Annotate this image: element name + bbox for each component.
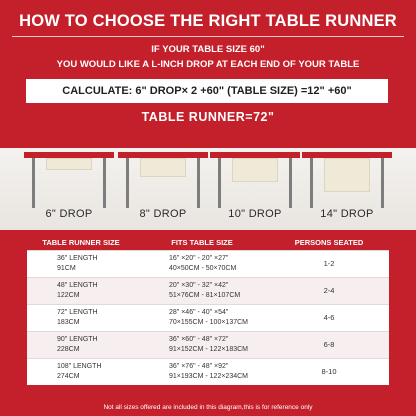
table-leg: [103, 158, 106, 208]
table-row: [27, 277, 389, 304]
table-leg: [32, 158, 35, 208]
fit-size-cm: 51×76CM - 81×107CM: [169, 292, 241, 299]
drop-diagram: [118, 152, 208, 228]
fit-size-cm: 91×152CM - 122×183CM: [169, 346, 248, 353]
persons-seated: 1-2: [323, 259, 335, 268]
runner-length-in: 90" LENGTH: [57, 336, 98, 343]
drop-diagram: [210, 152, 300, 228]
persons-seated: 8-10: [321, 367, 337, 376]
runner-length-cm: 274CM: [57, 373, 80, 380]
table-row: [27, 331, 389, 358]
table-leg: [310, 158, 313, 208]
runner-length-in: 72" LENGTH: [57, 309, 98, 316]
table-leg: [381, 158, 384, 208]
footnote: Not all sizes offered are included in this diagram,this is for reference only: [103, 404, 313, 411]
runner-drape: [46, 158, 92, 170]
runner-length-cm: 122CM: [57, 292, 80, 299]
runner-length-in: 108" LENGTH: [57, 363, 102, 370]
fit-size-in: 28" ×46" - 40" ×54": [169, 309, 229, 316]
fit-size-in: 16" ×20" - 20" ×27": [169, 255, 229, 262]
drop-label: 6" DROP: [45, 208, 93, 220]
calculation-text: CALCULATE: 6" DROP× 2 +60" (TABLE SIZE) =12" +60": [62, 85, 352, 97]
persons-seated: 4-6: [323, 313, 335, 322]
runner-drape: [232, 158, 278, 182]
fit-size-cm: 40×50CM - 50×70CM: [169, 265, 237, 272]
header-runner-size: TABLE RUNNER SIZE: [42, 237, 120, 247]
table-row: [27, 358, 389, 385]
header-panel: [0, 0, 416, 148]
drop-diagram: [24, 152, 114, 228]
persons-seated: 6-8: [323, 340, 335, 349]
persons-seated: 2-4: [323, 286, 335, 295]
header-persons: PERSONS SEATED: [294, 237, 364, 247]
fit-size-cm: 70×155CM - 100×137CM: [169, 319, 248, 326]
table-leg: [218, 158, 221, 208]
runner-length-in: 36" LENGTH: [57, 255, 98, 262]
drop-label: 8" DROP: [139, 208, 187, 220]
runner-length-cm: 228CM: [57, 346, 80, 353]
subtitle-line-2: YOU WOULD LIKE A L-INCH DROP AT EACH END OF YOUR TABLE: [56, 59, 360, 70]
runner-length-in: 48" LENGTH: [57, 282, 98, 289]
fit-size-in: 36" ×60" - 48" ×72": [169, 336, 229, 343]
title-divider: [12, 36, 404, 37]
runner-drape: [324, 158, 370, 192]
fit-size-in: 20" ×30" - 32" ×42": [169, 282, 229, 289]
fit-size-in: 36" ×76" - 48" ×92": [169, 363, 229, 370]
table-row: [27, 304, 389, 331]
subtitle-line-1: IF YOUR TABLE SIZE 60": [151, 44, 265, 55]
table-leg: [289, 158, 292, 208]
drop-diagram: [302, 152, 392, 228]
size-table: [27, 234, 389, 385]
runner-length-cm: 183CM: [57, 319, 80, 326]
table-leg: [126, 158, 129, 208]
calculation-box: [26, 79, 388, 103]
result-text: TABLE RUNNER=72": [141, 110, 275, 124]
page-title: HOW TO CHOOSE THE RIGHT TABLE RUNNER: [19, 12, 397, 30]
size-chart-panel: [0, 230, 416, 416]
table-row: [27, 250, 389, 277]
fit-size-cm: 91×193CM - 122×234CM: [169, 373, 248, 380]
drop-label: 10" DROP: [228, 208, 282, 220]
drop-diagrams: [0, 148, 416, 230]
runner-drape: [140, 158, 186, 177]
table-header: [27, 234, 389, 250]
drop-label: 14" DROP: [320, 208, 374, 220]
header-fits-table: FITS TABLE SIZE: [171, 237, 233, 247]
runner-length-cm: 91CM: [57, 265, 76, 272]
table-leg: [197, 158, 200, 208]
